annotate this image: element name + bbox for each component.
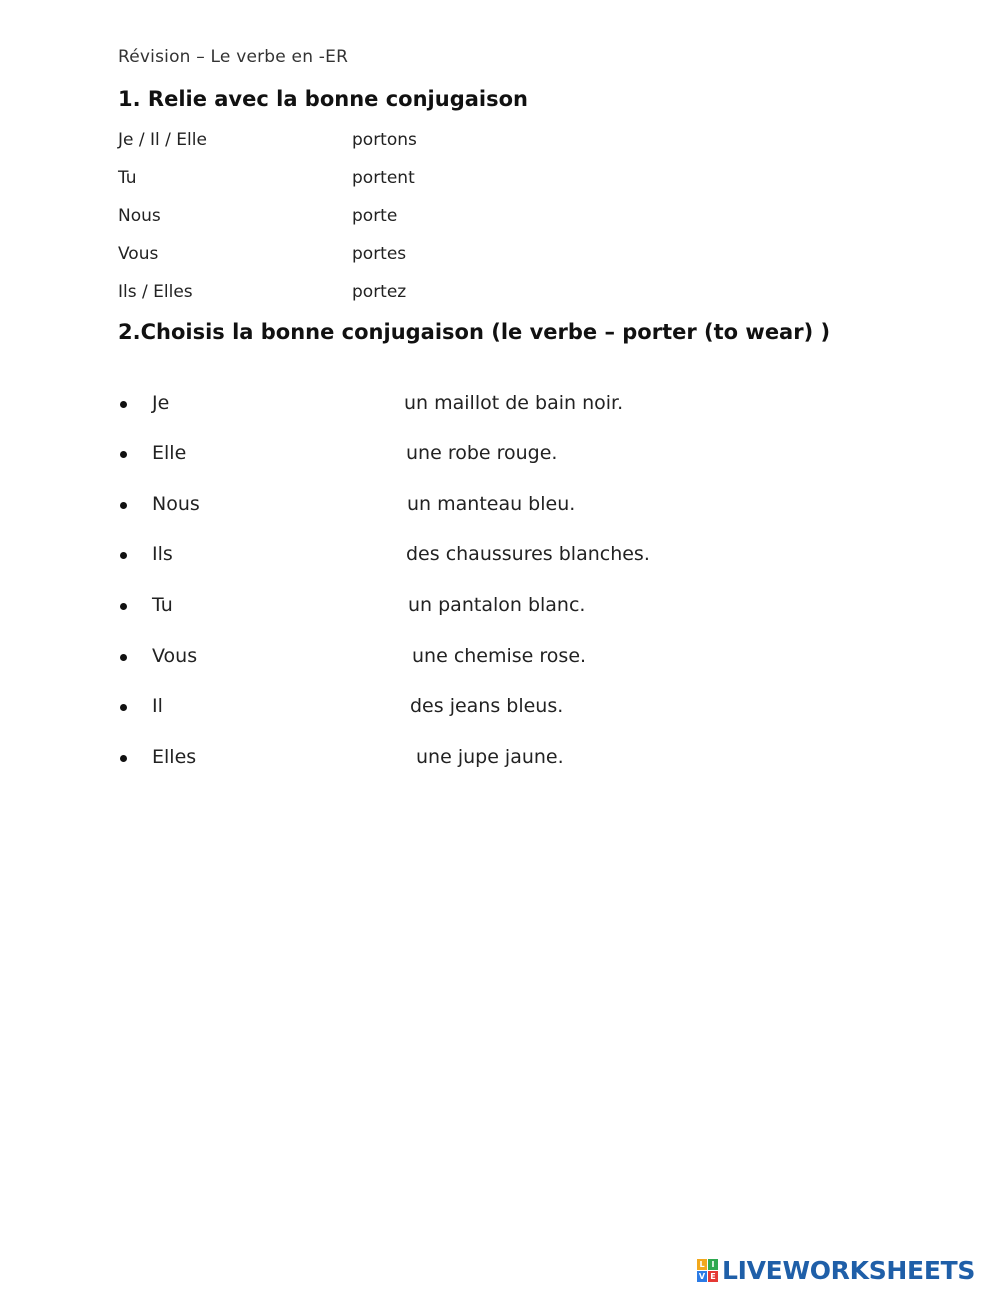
bullet-icon xyxy=(120,654,127,661)
subject-label: Il xyxy=(152,695,163,717)
bullet-icon xyxy=(120,502,127,509)
bullet-icon xyxy=(120,401,127,408)
match-row xyxy=(118,168,618,192)
verb-option[interactable]: portez xyxy=(352,282,407,302)
verb-option[interactable]: porte xyxy=(352,206,398,226)
sentence-end: une chemise rose. xyxy=(412,645,587,667)
section1-title: 1. Relie avec la bonne conjugaison xyxy=(118,87,528,111)
bullet-icon xyxy=(120,451,127,458)
verb-option[interactable]: portes xyxy=(352,244,407,264)
exercise-item xyxy=(120,746,820,774)
logo-block: E xyxy=(708,1271,718,1282)
exercise-item xyxy=(120,493,820,521)
sentence-end: une jupe jaune. xyxy=(416,746,564,768)
exercise-item xyxy=(120,442,820,470)
logo-blocks-icon xyxy=(697,1259,718,1282)
exercise-item xyxy=(120,594,820,622)
logo-block: V xyxy=(698,1271,706,1281)
subject-label: Ils xyxy=(152,543,173,565)
sentence-end: un maillot de bain noir. xyxy=(404,392,624,414)
bullet-icon xyxy=(120,552,127,559)
bullet-icon xyxy=(120,603,127,610)
subject-label: Vous xyxy=(152,645,198,667)
match-row xyxy=(118,130,618,154)
exercise-item xyxy=(120,645,820,673)
verb-option[interactable]: portent xyxy=(352,168,415,188)
bullet-icon xyxy=(120,704,127,711)
exercise-item xyxy=(120,543,820,571)
pronoun-label: Nous xyxy=(118,206,161,226)
pronoun-label: Vous xyxy=(118,244,159,264)
logo-text: LIVEWORKSHEETS xyxy=(722,1255,976,1285)
sentence-end: une robe rouge. xyxy=(406,442,558,464)
match-row xyxy=(118,244,618,268)
bullet-icon xyxy=(120,755,127,762)
pronoun-label: Ils / Elles xyxy=(118,282,193,302)
sentence-end: un manteau bleu. xyxy=(407,493,576,515)
logo-block: L xyxy=(697,1259,707,1270)
exercise-item xyxy=(120,392,820,420)
liveworksheets-logo xyxy=(697,1256,975,1284)
match-row xyxy=(118,206,618,230)
pronoun-label: Je / Il / Elle xyxy=(118,130,207,150)
sentence-end: des chaussures blanches. xyxy=(406,543,650,565)
verb-option[interactable]: portons xyxy=(352,130,417,150)
sentence-end: des jeans bleus. xyxy=(410,695,564,717)
logo-block: I xyxy=(708,1259,718,1270)
exercise-item xyxy=(120,695,820,723)
subject-label: Elle xyxy=(152,442,187,464)
pronoun-label: Tu xyxy=(118,168,137,188)
sentence-end: un pantalon blanc. xyxy=(408,594,586,616)
section2-title: 2.Choisis la bonne conjugaison (le verbe – porter (to wear) ) xyxy=(118,320,831,344)
subject-label: Je xyxy=(152,392,170,414)
page-label: Révision – Le verbe en -ER xyxy=(118,47,349,67)
subject-label: Nous xyxy=(152,493,200,515)
match-row xyxy=(118,282,618,306)
subject-label: Tu xyxy=(152,594,173,616)
subject-label: Elles xyxy=(152,746,197,768)
